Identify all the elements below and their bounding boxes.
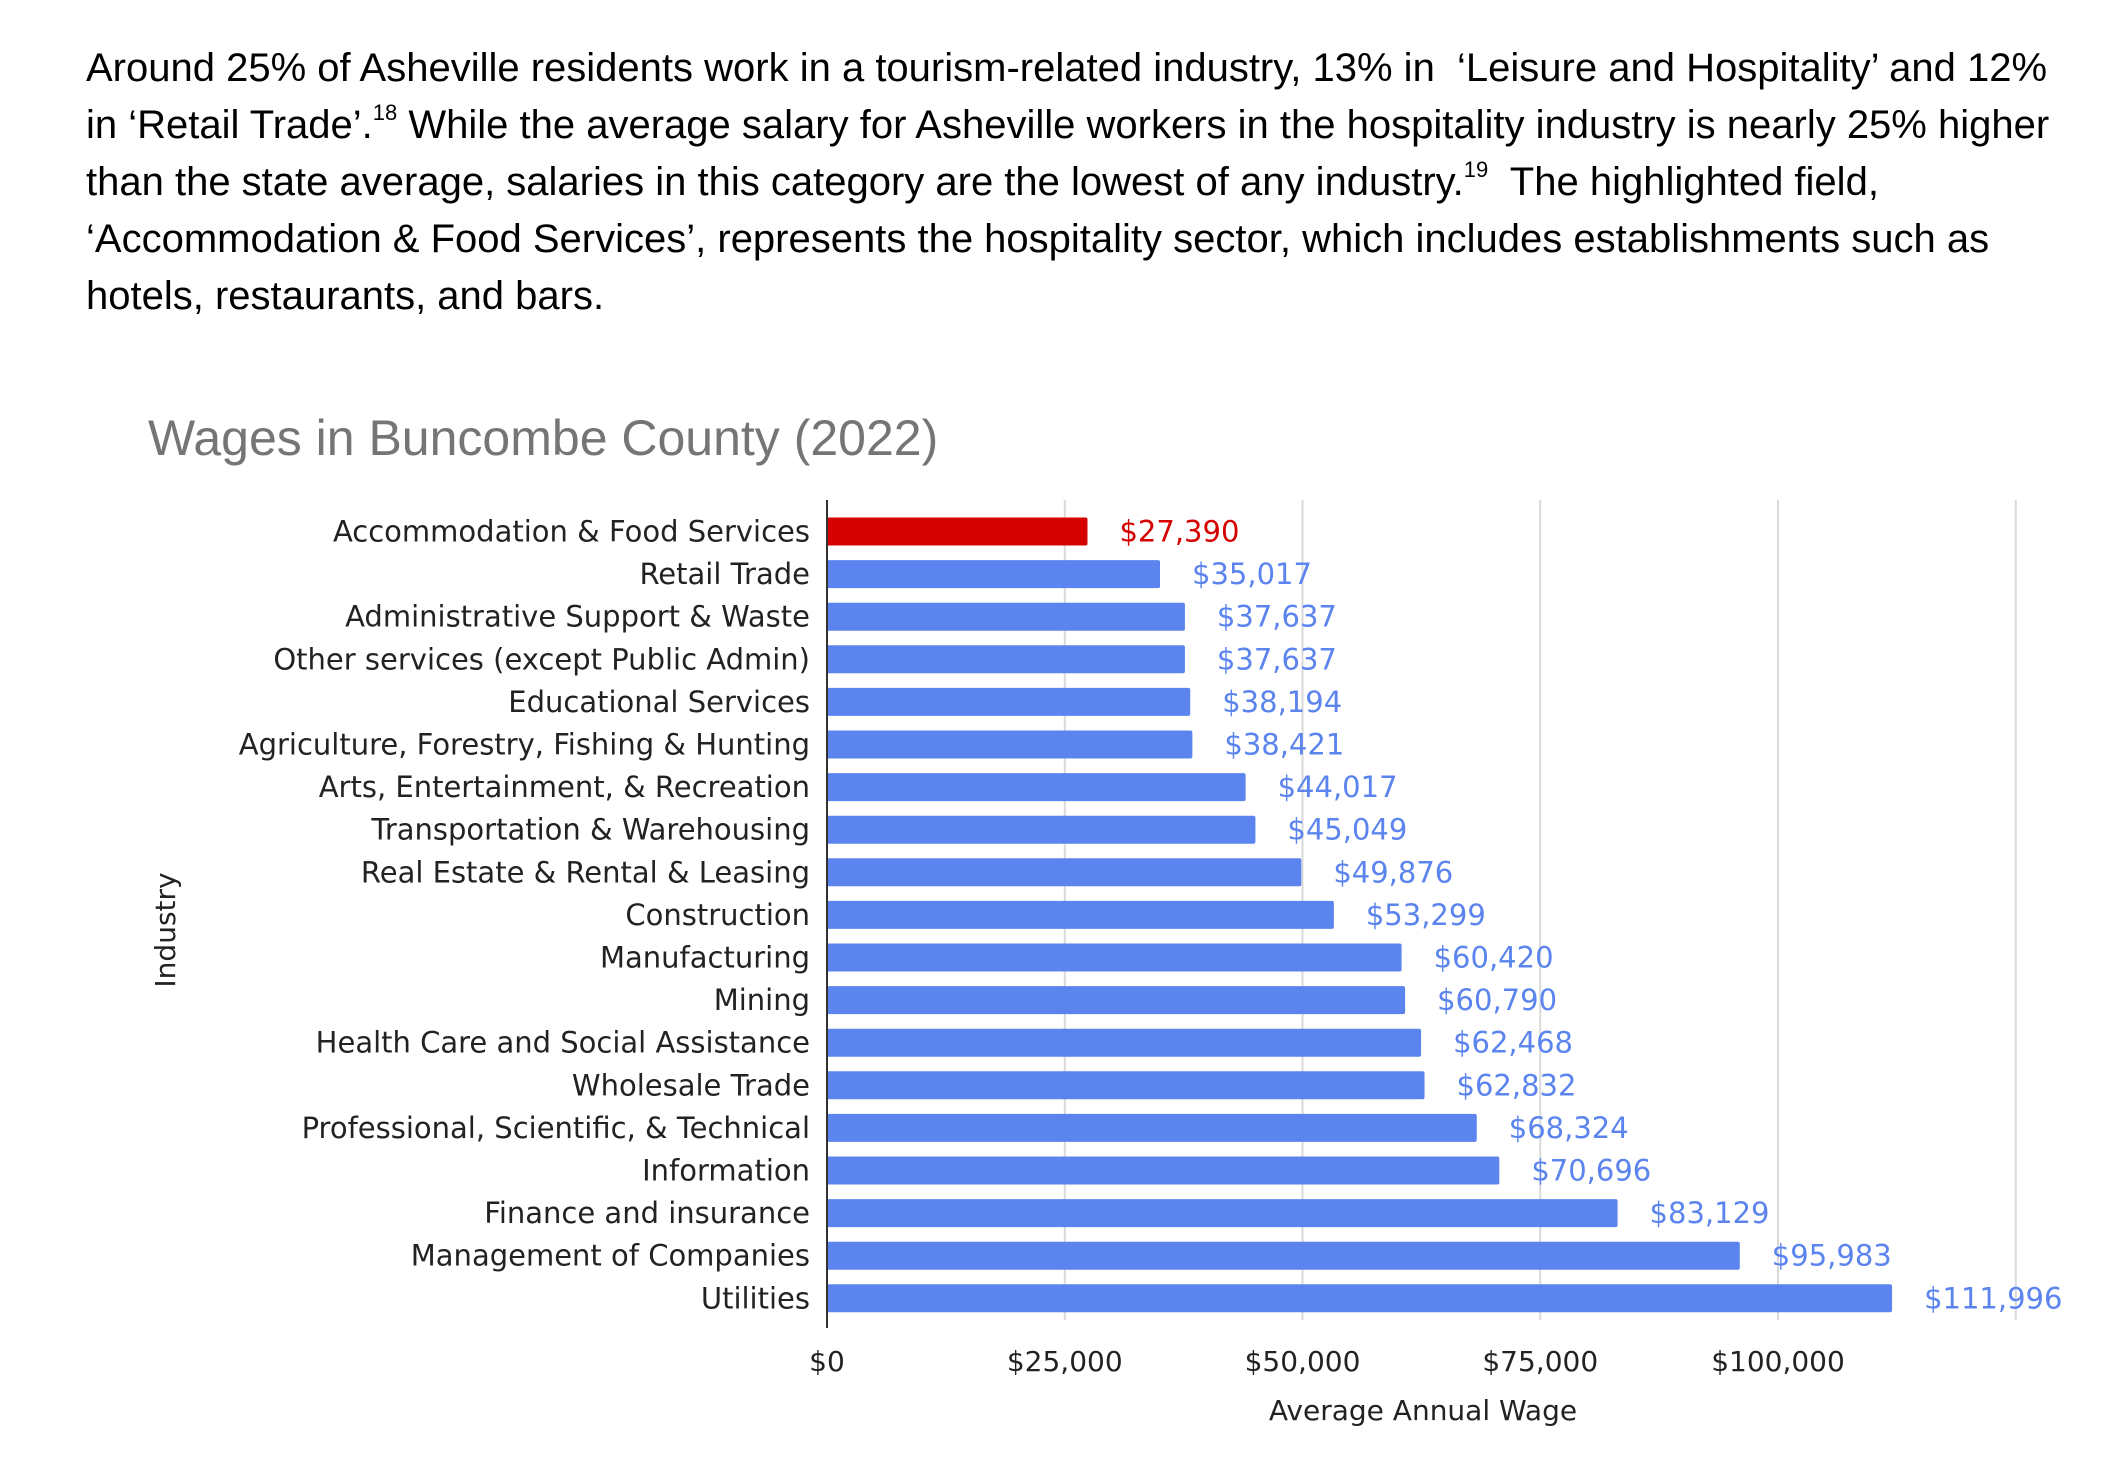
bar [827,1284,1892,1312]
x-axis-title: Average Annual Wage [1268,1394,1578,1427]
value-label: $37,637 [1216,599,1337,634]
bar [827,773,1246,801]
value-label: $111,996 [1924,1281,2063,1316]
value-label: $60,790 [1437,983,1558,1018]
bar [827,1114,1477,1142]
bar [827,858,1301,886]
category-label: Accommodation & Food Services [332,514,810,549]
category-labels [239,515,810,1316]
value-label: $44,017 [1277,770,1398,805]
value-label: $62,468 [1453,1025,1574,1060]
bar [827,518,1087,546]
value-label: $35,017 [1192,557,1312,592]
category-label: Utilities [700,1281,810,1316]
footnote-ref-19: 19 [1463,156,1489,182]
bar [827,731,1192,759]
category-label: Other services (except Public Admin) [273,642,810,677]
x-tick-label: $100,000 [1711,1345,1845,1378]
value-label: $38,421 [1224,727,1345,762]
y-axis-title: Industry [149,872,182,988]
bar [827,901,1334,929]
paragraph-text-3: The highlighted field, ‘Accommodation & Food Services’, represents the hospitality sector, which includes establishments such as hotels, restaurants, and bars. [86,160,1990,318]
value-label: $62,832 [1456,1068,1577,1103]
category-label: Health Care and Social Assistance [315,1025,810,1060]
category-label: Finance and insurance [484,1196,810,1231]
bar [827,603,1185,631]
chart-title: Wages in Buncombe County (2022) [148,410,939,466]
value-label: $38,194 [1222,684,1343,719]
bar [827,1199,1618,1227]
x-tick-label: $50,000 [1244,1345,1361,1378]
bar [827,986,1405,1014]
value-label: $53,299 [1365,897,1486,932]
value-label: $60,420 [1433,940,1554,975]
category-label: Arts, Entertainment, & Recreation [318,770,810,805]
x-tick-label: $25,000 [1006,1345,1123,1378]
paragraph-text-1: Around 25% of Asheville residents work in a tourism-related industry, 13% in ‘Leisure and Hospitality’ and 12% in ‘Retail Trade’. [86,46,2048,147]
value-label: $45,049 [1287,812,1408,847]
category-label: Transportation & Warehousing [371,812,810,847]
value-label: $83,129 [1649,1196,1770,1231]
bar [827,1157,1499,1185]
value-label: $27,390 [1119,514,1240,549]
category-label: Retail Trade [639,557,810,592]
value-label: $95,983 [1771,1238,1892,1273]
bar [827,560,1160,588]
value-label: $68,324 [1508,1110,1629,1145]
category-label: Mining [713,983,810,1018]
x-tick-label: $75,000 [1482,1345,1599,1378]
x-tick-label: $0 [809,1345,845,1378]
bar [827,1071,1425,1099]
bar [827,1242,1740,1270]
bar [827,816,1255,844]
category-label: Information [642,1153,810,1188]
category-label: Manufacturing [600,940,810,975]
value-label: $37,637 [1216,642,1337,677]
category-label: Agriculture, Forestry, Fishing & Hunting [238,727,810,762]
category-label: Management of Companies [410,1238,810,1273]
category-label: Educational Services [508,684,810,719]
bar [827,688,1190,716]
category-label: Administrative Support & Waste [345,599,810,634]
bar [827,645,1185,673]
category-label: Real Estate & Rental & Leasing [360,855,810,890]
paragraph-text-2: While the average salary for Asheville workers in the hospitality industry is nearly 25% higher than the state average, salaries in this category are the lowest of any industry. [86,103,2050,204]
category-label: Wholesale Trade [571,1068,810,1103]
bars [827,518,1892,1313]
bar [827,1029,1421,1057]
value-label: $49,876 [1333,855,1454,890]
category-label: Construction [625,897,810,932]
value-label: $70,696 [1531,1153,1652,1188]
footnote-ref-18: 18 [372,99,398,125]
bar [827,944,1402,972]
category-label: Professional, Scientific, & Technical [301,1110,810,1145]
